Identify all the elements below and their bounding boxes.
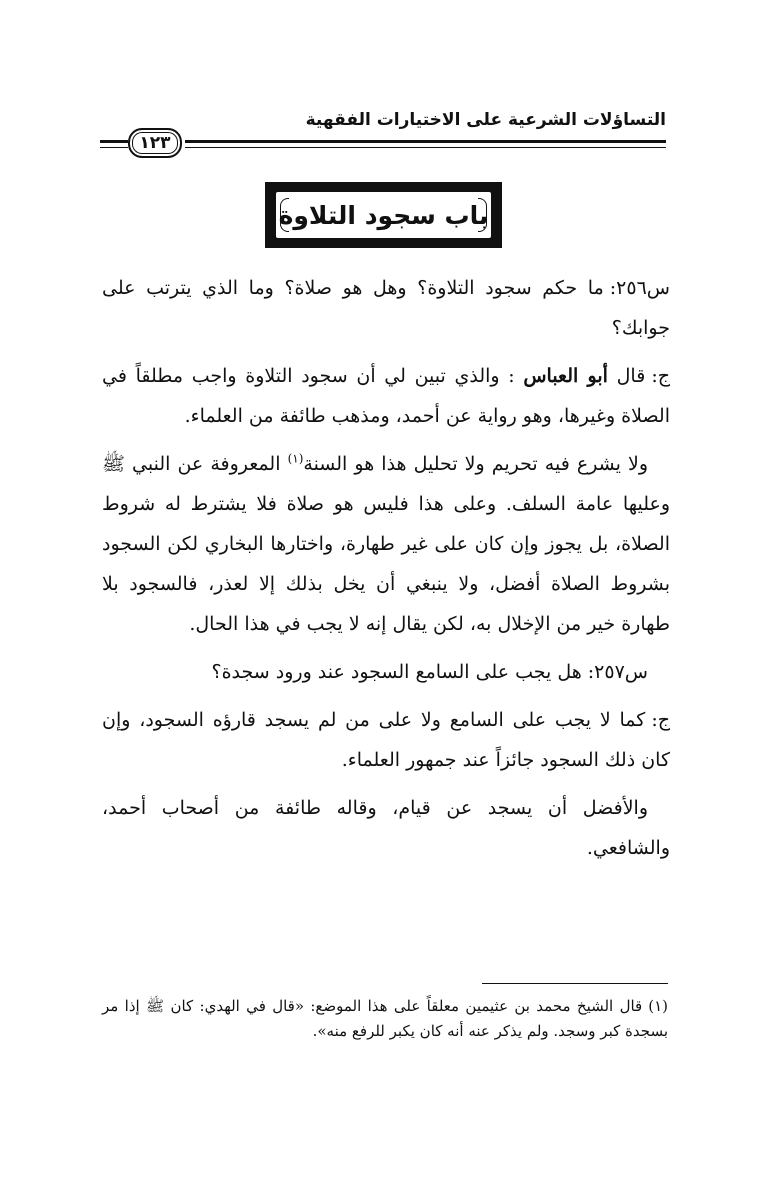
header-rule-left-thick	[100, 140, 128, 143]
footnote-reference[interactable]: (١)	[287, 451, 304, 466]
chapter-title-panel	[275, 191, 492, 239]
running-title: التساؤلات الشرعية على الاختيارات الفقهية	[305, 110, 666, 130]
page-header	[100, 102, 666, 160]
question-label: س٢٥٧:	[587, 661, 648, 683]
paragraph-text: ولا يشرع فيه تحريم ولا تحليل هذا هو السنة	[303, 453, 648, 475]
question-257	[102, 652, 670, 692]
paragraph-text: والأفضل أن يسجد عن قيام، وقاله طائفة من أصحاب أحمد، والشافعي.	[102, 797, 670, 859]
answer-text: كما لا يجب على السامع ولا على من لم يسجد قارؤه السجود، وإن كان ذلك السجود جائزاً عند جمهور العلماء.	[102, 709, 670, 771]
footnote-text: قال الشيخ محمد بن عثيمين معلقاً على هذا الموضع: «قال في الهدي: كان ﷺ إذا مر بسجدة كبر وسجد. ولم يذكر عنه أنه كان يكبر للرفع منه».	[102, 997, 668, 1040]
answer-256	[102, 356, 670, 436]
answer-label: ج:	[651, 365, 670, 387]
answer-intro: قال	[616, 365, 646, 387]
page-number: ١٢٣	[128, 128, 182, 158]
answer-label: ج:	[651, 709, 670, 731]
question-label: س٢٥٦:	[609, 277, 670, 299]
paragraph-preference	[102, 788, 670, 868]
scholar-name: أبو العباس	[523, 365, 608, 387]
chapter-title-frame	[265, 182, 502, 248]
question-text: ما حكم سجود التلاوة؟ وهل هو صلاة؟ وما الذي يترتب على جوابك؟	[102, 277, 670, 339]
question-text: هل يجب على السامع السجود عند ورود سجدة؟	[211, 661, 582, 683]
footnote	[102, 994, 668, 1044]
header-rule-thin	[185, 147, 666, 148]
answer-257	[102, 700, 670, 780]
answer-text: : والذي تبين لي أن سجود التلاوة واجب مطلقاً في الصلاة وغيرها، وهو رواية عن أحمد، ومذهب طائفة من العلماء.	[102, 365, 670, 427]
header-rule-thick	[185, 140, 666, 143]
page-body	[102, 268, 670, 876]
question-256	[102, 268, 670, 348]
paragraph-text: المعروفة عن النبي ﷺ وعليها عامة السلف. وعلى هذا فليس هو صلاة فلا يشترط له شروط الصلاة، بل يجوز وإن كان على غير طهارة، واختارها البخاري لكن السجود بشروط الصلاة أفضل، ولا ينبغي أن يخل بذلك إلا لعذر، فالسجود بلا طهارة خير من الإخلال به، لكن يقال إنه لا يجب في هذا الحال.	[102, 453, 670, 635]
footnote-separator	[482, 983, 668, 984]
paragraph-sunnah	[102, 444, 670, 644]
footnote-number: (١)	[648, 997, 668, 1015]
chapter-title: باب سجود التلاوة	[278, 200, 489, 230]
header-rule-left-thin	[100, 147, 128, 148]
